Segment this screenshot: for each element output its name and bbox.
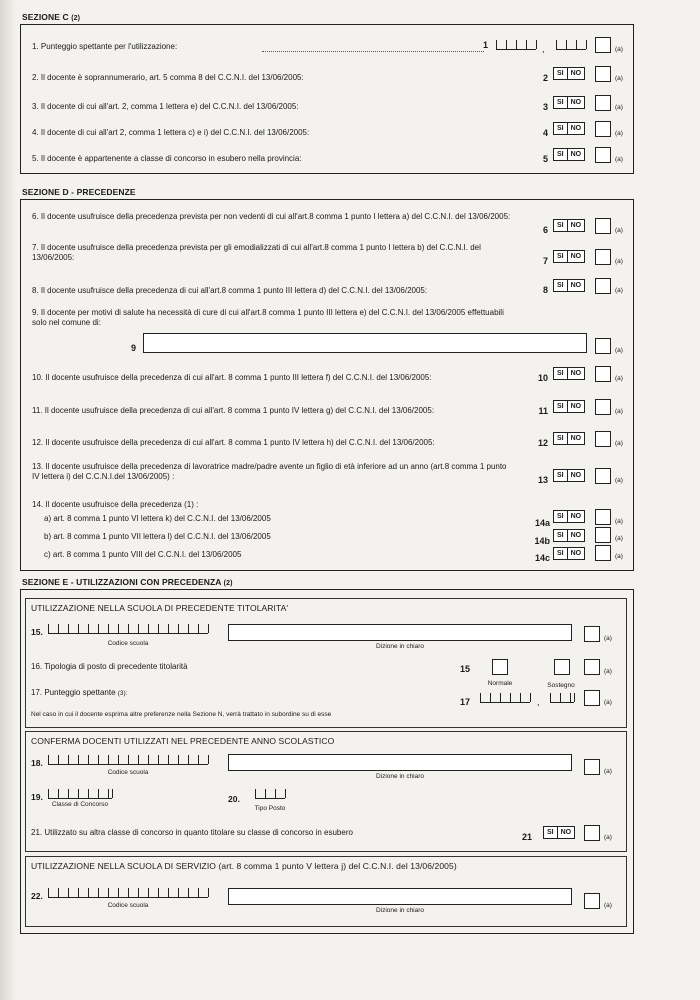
item-17-label-text: 17. Punteggio spettante xyxy=(31,688,116,697)
item-7-number: 7 xyxy=(542,256,548,266)
section-e-title xyxy=(22,577,233,587)
no-option[interactable]: NO xyxy=(567,220,585,231)
item-10-label: 10. Il docente usufruisce della precedenza di cui all'art. 8 comma 1 punto III lettera f) del C.C.N.I. del 13/06/2005: xyxy=(32,373,432,382)
section-c-title xyxy=(22,12,80,22)
section-e-title-text: SEZIONE E - UTILIZZAZIONI CON PRECEDENZA xyxy=(22,577,222,587)
item-5-label: 5. Il docente è appartenente a classe di concorso in esubero nella provincia: xyxy=(32,154,302,163)
item-20-tipo-posto-field[interactable] xyxy=(255,789,285,799)
si-option[interactable]: SI xyxy=(557,532,564,539)
page-shadow xyxy=(0,0,16,1000)
item-5-si-no[interactable] xyxy=(553,148,585,161)
item-1-leader xyxy=(262,51,484,52)
item-12-note: (a) xyxy=(615,440,623,447)
item-14b-label: b) art. 8 comma 1 punto VII lettera l) del C.C.N.I. del 13/06/2005 xyxy=(44,532,271,541)
item-4-checkbox[interactable] xyxy=(595,121,611,137)
item-10-note: (a) xyxy=(615,375,623,382)
section-d-title: SEZIONE D - PRECEDENZE xyxy=(22,187,136,197)
item-9-number: 9 xyxy=(130,343,136,353)
item-9-comune-field[interactable] xyxy=(143,333,587,353)
item-13-number: 13 xyxy=(537,475,548,485)
item-21-note: (a) xyxy=(604,834,612,841)
item-13-checkbox[interactable] xyxy=(595,468,611,484)
item-22-checkbox[interactable] xyxy=(584,893,600,909)
scuola-servizio-title: UTILIZZAZIONE NELLA SCUOLA DI SERVIZIO (art. 8 comma 1 punto V lettera j) del C.C.N.I. del 13/06/2005) xyxy=(31,861,457,871)
item-18-checkbox[interactable] xyxy=(584,759,600,775)
si-option[interactable]: SI xyxy=(557,222,564,229)
item-15-label: 15. xyxy=(31,627,43,637)
item-17-checkbox[interactable] xyxy=(584,690,600,706)
item-10-si-no[interactable] xyxy=(553,367,585,380)
item-14b-checkbox[interactable] xyxy=(595,527,611,543)
item-21-checkbox[interactable] xyxy=(584,825,600,841)
item-8-label: 8. Il docente usufruisce della precedenza di cui all'art.8 comma 1 punto III lettera d) del C.C.N.I. del 13/06/2005: xyxy=(32,286,428,295)
item-3-number: 3 xyxy=(542,102,548,112)
item-22-dizione-field[interactable] xyxy=(228,888,572,905)
item-15-checkbox[interactable] xyxy=(584,626,600,642)
item-19-label: 19. xyxy=(31,792,43,802)
item-7-checkbox[interactable] xyxy=(595,249,611,265)
item-4-label: 4. Il docente di cui all'art 2, comma 1 lettera c) e i) del C.C.N.I. del 13/06/2005: xyxy=(32,128,310,137)
item-4-si-no[interactable] xyxy=(553,122,585,135)
conferma-docenti-title: CONFERMA DOCENTI UTILIZZATI NEL PRECEDENTE ANNO SCOLASTICO xyxy=(31,736,335,746)
item-19-caption: Classe di Concorso xyxy=(51,801,109,808)
item-1-score-integer-field[interactable] xyxy=(496,40,536,50)
item-14a-checkbox[interactable] xyxy=(595,509,611,525)
item-9-label: 9. Il docente per motivi di salute ha necessità di cure di cui all'art.8 comma 1 punto III lettera e) del C.C.N.I. del 13/06/2005 effettuabili solo nel comune di: xyxy=(32,308,504,327)
no-option[interactable]: NO xyxy=(567,548,585,559)
normale-checkbox[interactable] xyxy=(492,659,508,675)
item-5-checkbox[interactable] xyxy=(595,147,611,163)
normale-caption: Normale xyxy=(487,680,513,687)
item-6-checkbox[interactable] xyxy=(595,218,611,234)
item-22-dizione-caption: Dizione in chiaro xyxy=(375,907,425,914)
item-2-si-no[interactable] xyxy=(553,67,585,80)
item-11-note: (a) xyxy=(615,408,623,415)
item-20-label: 20. xyxy=(228,794,240,804)
item-3-label: 3. Il docente di cui all'art. 2, comma 1 lettera e) del C.C.N.I. del 13/06/2005: xyxy=(32,102,299,111)
item-20-caption: Tipo Posto xyxy=(254,805,286,812)
item-2-number: 2 xyxy=(542,73,548,83)
section-e-note: (2) xyxy=(223,580,233,587)
si-option[interactable]: SI xyxy=(557,151,564,158)
item-14a-label: a) art. 8 comma 1 punto VI lettera k) del C.C.N.I. del 13/06/2005 xyxy=(44,514,271,523)
item-12-number: 12 xyxy=(537,438,548,448)
item-17-decimal-separator: , xyxy=(537,697,540,707)
section-c-title-text: SEZIONE C xyxy=(22,12,69,22)
item-3-note: (a) xyxy=(615,104,623,111)
item-8-note: (a) xyxy=(615,287,623,294)
item-21-si-no[interactable] xyxy=(543,826,575,839)
no-option[interactable]: NO xyxy=(567,433,585,444)
item-14c-note: (a) xyxy=(615,553,623,560)
item-10-number: 10 xyxy=(537,373,548,383)
no-option[interactable]: NO xyxy=(567,530,585,541)
precedente-titolarita-title: UTILIZZAZIONE NELLA SCUOLA DI PRECEDENTE TITOLARITA' xyxy=(31,603,289,613)
no-option[interactable]: NO xyxy=(567,149,585,160)
item-19-classe-concorso-field[interactable] xyxy=(48,789,112,799)
item-17-label-note: (3): xyxy=(117,690,128,697)
item-11-checkbox[interactable] xyxy=(595,399,611,415)
item-17-score-integer-field[interactable] xyxy=(480,693,530,703)
item-14-label: 14. Il docente usufruisce della precedenza (1) : xyxy=(32,500,199,509)
item-15-codice-scuola-field[interactable] xyxy=(48,624,208,634)
no-option[interactable]: NO xyxy=(567,368,585,379)
item-14c-si-no[interactable] xyxy=(553,547,585,560)
no-option[interactable]: NO xyxy=(557,827,575,838)
item-14c-number: 14c xyxy=(534,553,550,563)
item-15-dizione-caption: Dizione in chiaro xyxy=(375,643,425,650)
si-option[interactable]: SI xyxy=(557,70,564,77)
item-2-note: (a) xyxy=(615,75,623,82)
item-8-number: 8 xyxy=(542,285,548,295)
item-17-label xyxy=(31,688,128,697)
si-option[interactable]: SI xyxy=(557,472,564,479)
item-14c-label: c) art. 8 comma 1 punto VIII del C.C.N.I. del 13/06/2005 xyxy=(44,550,242,559)
item-5-number: 5 xyxy=(542,154,548,164)
item-1-label: 1. Punteggio spettante per l'utilizzazione: xyxy=(32,42,178,51)
item-1-checkbox[interactable] xyxy=(595,37,611,53)
item-14a-note: (a) xyxy=(615,518,623,525)
item-22-codice-caption: Codice scuola xyxy=(107,902,149,909)
item-3-checkbox[interactable] xyxy=(595,95,611,111)
item-11-number: 11 xyxy=(538,406,548,416)
item-6-number: 6 xyxy=(542,225,548,235)
item-12-checkbox[interactable] xyxy=(595,431,611,447)
item-22-codice-scuola-field[interactable] xyxy=(48,888,208,898)
item-6-note: (a) xyxy=(615,227,623,234)
item-22-label: 22. xyxy=(31,891,43,901)
item-14b-si-no[interactable] xyxy=(553,529,585,542)
item-10-checkbox[interactable] xyxy=(595,366,611,382)
item-11-si-no[interactable] xyxy=(553,400,585,413)
item-1-number: 1 xyxy=(482,40,488,50)
item-2-checkbox[interactable] xyxy=(595,66,611,82)
item-13-note: (a) xyxy=(615,477,623,484)
item-18-codice-caption: Codice scuola xyxy=(107,769,149,776)
item-7-si-no[interactable] xyxy=(553,250,585,263)
item-6-si-no[interactable] xyxy=(553,219,585,232)
item-12-label: 12. Il docente usufruisce della precedenza di cui all'art. 8 comma 1 punto IV lettera h) del C.C.N.I. del 13/06/2005: xyxy=(32,438,435,447)
sostegno-checkbox[interactable] xyxy=(554,659,570,675)
no-option[interactable]: NO xyxy=(567,401,585,412)
item-6-label: 6. Il docente usufruisce della precedenza prevista per non vedenti di cui all'art.8 comma 1 punto I lettera a) del C.C.N.I. del 13/06/2005: xyxy=(32,212,511,221)
si-option[interactable]: SI xyxy=(557,370,564,377)
item-1-note: (a) xyxy=(615,46,623,53)
item-16-number: 15 xyxy=(459,664,470,674)
item-5-note: (a) xyxy=(615,156,623,163)
item-1-decimal-separator: , xyxy=(542,44,545,54)
item-4-number: 4 xyxy=(542,128,548,138)
subordine-note: Nel caso in cui il docente esprima altre preferenze nella Sezione N, verrà trattato in subordine su di esse xyxy=(31,711,332,718)
item-2-label: 2. Il docente è soprannumerario, art. 5 comma 8 del C.C.N.I. del 13/06/2005: xyxy=(32,73,304,82)
item-22-note: (a) xyxy=(604,902,612,909)
si-option[interactable]: SI xyxy=(557,513,564,520)
item-16-label: 16. Tipologia di posto di precedente titolarità xyxy=(31,662,188,671)
item-7-label: 7. Il docente usufruisce della precedenza prevista per gli emodializzati di cui all'art.8 comma 1 punto I lettera b) del C.C.N.I. del 13/06/2005: xyxy=(32,243,481,262)
item-8-si-no[interactable] xyxy=(553,279,585,292)
si-option[interactable]: SI xyxy=(557,253,564,260)
item-18-codice-scuola-field[interactable] xyxy=(48,755,208,765)
item-14b-number: 14b xyxy=(534,536,550,546)
item-16-checkbox[interactable] xyxy=(584,659,600,675)
item-13-label: 13. Il docente usufruisce della precedenza di lavoratrice madre/padre avente un figlio di età inferiore ad un anno (art.8 comma 1 punto IV lettera i) del C.C.N.I.del 13/06/2005) : xyxy=(32,462,507,481)
item-12-si-no[interactable] xyxy=(553,432,585,445)
no-option[interactable]: NO xyxy=(567,123,585,134)
item-14a-number: 14a xyxy=(534,518,550,528)
no-option[interactable]: NO xyxy=(567,470,585,481)
no-option[interactable]: NO xyxy=(567,511,585,522)
item-9-note: (a) xyxy=(615,347,623,354)
item-17-number: 17 xyxy=(459,697,470,707)
no-option[interactable]: NO xyxy=(567,280,585,291)
si-option[interactable]: SI xyxy=(557,403,564,410)
item-17-score-decimal-field[interactable] xyxy=(550,693,574,703)
si-option[interactable]: SI xyxy=(557,435,564,442)
item-18-note: (a) xyxy=(604,768,612,775)
si-option[interactable]: SI xyxy=(557,550,564,557)
item-17-note: (a) xyxy=(604,699,612,706)
item-1-score-decimal-field[interactable] xyxy=(556,40,586,50)
item-18-label: 18. xyxy=(31,758,43,768)
item-15-note: (a) xyxy=(604,635,612,642)
no-option[interactable]: NO xyxy=(567,97,585,108)
si-option[interactable]: SI xyxy=(557,282,564,289)
no-option[interactable]: NO xyxy=(567,251,585,262)
item-3-si-no[interactable] xyxy=(553,96,585,109)
no-option[interactable]: NO xyxy=(567,68,585,79)
item-21-number: 21 xyxy=(521,832,532,842)
sostegno-caption: Sostegno xyxy=(547,682,575,689)
item-18-dizione-caption: Dizione in chiaro xyxy=(375,773,425,780)
item-15-codice-caption: Codice scuola xyxy=(107,640,149,647)
si-option[interactable]: SI xyxy=(547,829,554,836)
item-21-label: 21. Utilizzato su altra classe di concorso in quanto titolare su classe di concorso in esubero xyxy=(31,828,353,837)
item-14a-si-no[interactable] xyxy=(553,510,585,523)
item-7-note: (a) xyxy=(615,258,623,265)
si-option[interactable]: SI xyxy=(557,125,564,132)
item-13-si-no[interactable] xyxy=(553,469,585,482)
si-option[interactable]: SI xyxy=(557,99,564,106)
item-8-checkbox[interactable] xyxy=(595,278,611,294)
item-11-label: 11. Il docente usufruisce della precedenza di cui all'art. 8 comma 1 punto IV lettera g) del C.C.N.I. del 13/06/2005: xyxy=(32,406,435,415)
item-16-note: (a) xyxy=(604,668,612,675)
section-c-note: (2) xyxy=(71,15,81,22)
item-14b-note: (a) xyxy=(615,535,623,542)
item-15-dizione-field[interactable] xyxy=(228,624,572,641)
item-18-dizione-field[interactable] xyxy=(228,754,572,771)
item-4-note: (a) xyxy=(615,130,623,137)
item-14c-checkbox[interactable] xyxy=(595,545,611,561)
item-9-checkbox[interactable] xyxy=(595,338,611,354)
